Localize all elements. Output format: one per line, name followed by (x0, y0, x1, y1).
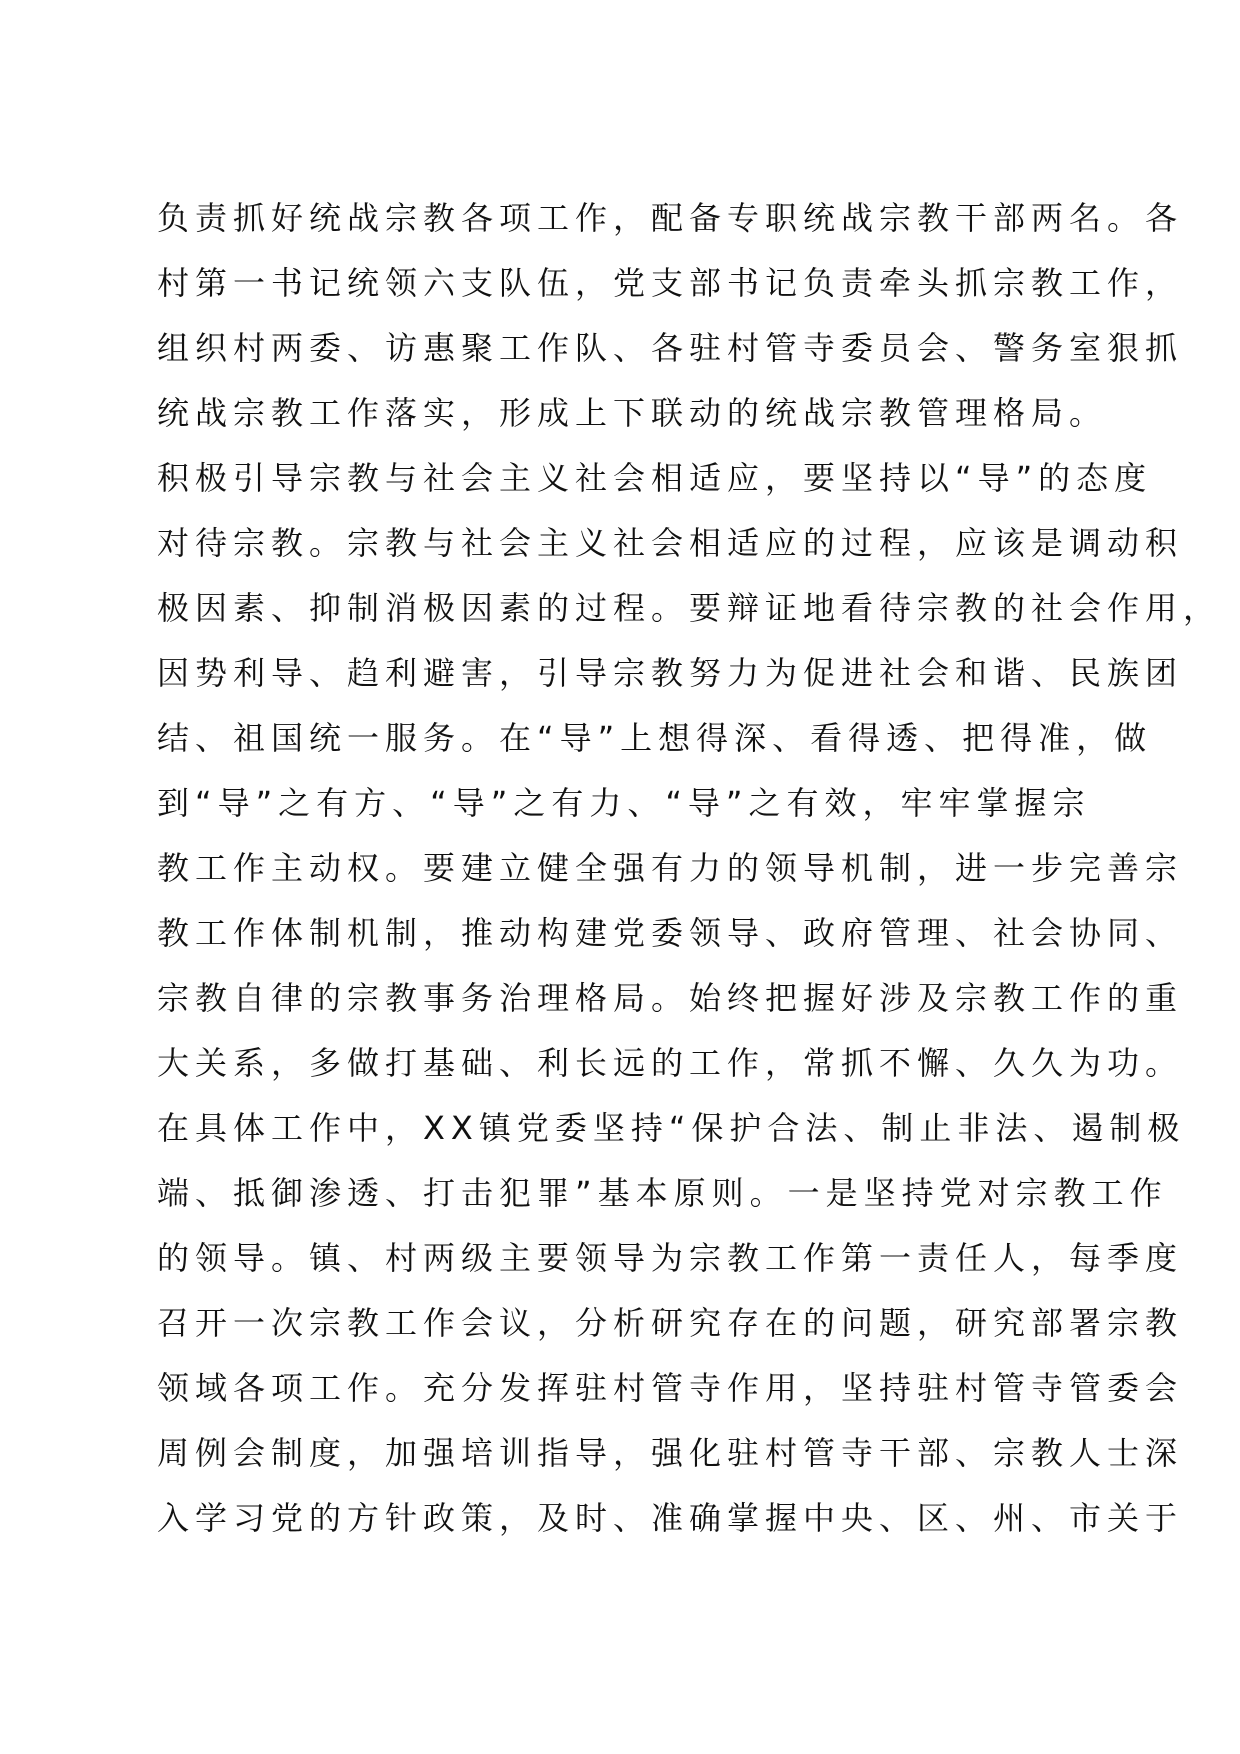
text-line: 周例会制度，加强培训指导，强化驻村管寺干部、宗教人士深 (157, 1434, 1184, 1472)
text-line: 对待宗教。宗教与社会主义社会相适应的过程，应该是调动积 (157, 524, 1184, 562)
text-line: 在具体工作中，XX镇党委坚持“保护合法、制止非法、遏制极 (157, 1109, 1186, 1147)
text-line: 到“导”之有方、“导”之有力、“导”之有效，牢牢掌握宗 (157, 784, 1091, 822)
text-line: 领域各项工作。充分发挥驻村管寺作用，坚持驻村管寺管委会 (157, 1369, 1184, 1407)
body-text (157, 186, 1222, 1551)
text-line: 端、抵御渗透、打击犯罪”基本原则。一是坚持党对宗教工作 (157, 1174, 1168, 1212)
text-line: 积极引导宗教与社会主义社会相适应，要坚持以“导”的态度 (157, 459, 1153, 497)
text-line: 统战宗教工作落实，形成上下联动的统战宗教管理格局。 (157, 394, 1108, 432)
text-line: 极因素、抑制消极因素的过程。要辩证地看待宗教的社会作用， (157, 589, 1222, 627)
text-line: 教工作主动权。要建立健全强有力的领导机制，进一步完善宗 (157, 849, 1184, 887)
text-line: 村第一书记统领六支队伍，党支部书记负责牵头抓宗教工作， (157, 264, 1184, 302)
text-line: 教工作体制机制，推动构建党委领导、政府管理、社会协同、 (157, 914, 1184, 952)
text-line: 的领导。镇、村两级主要领导为宗教工作第一责任人，每季度 (157, 1239, 1184, 1277)
text-line: 负责抓好统战宗教各项工作，配备专职统战宗教干部两名。各 (157, 199, 1184, 237)
text-line: 入学习党的方针政策，及时、准确掌握中央、区、州、市关于 (157, 1499, 1184, 1537)
text-line: 因势利导、趋利避害，引导宗教努力为促进社会和谐、民族团 (157, 654, 1184, 692)
text-line: 大关系，多做打基础、利长远的工作，常抓不懈、久久为功。 (157, 1044, 1184, 1082)
text-line: 召开一次宗教工作会议，分析研究存在的问题，研究部署宗教 (157, 1304, 1184, 1342)
text-line: 结、祖国统一服务。在“导”上想得深、看得透、把得准，做 (157, 719, 1153, 757)
text-line: 组织村两委、访惠聚工作队、各驻村管寺委员会、警务室狠抓 (157, 329, 1184, 367)
text-line: 宗教自律的宗教事务治理格局。始终把握好涉及宗教工作的重 (157, 979, 1184, 1017)
